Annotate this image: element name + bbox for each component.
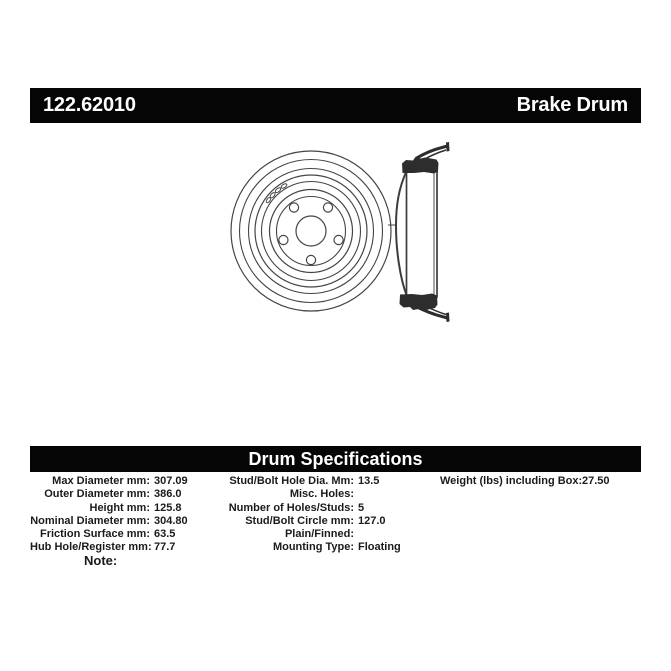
spec-value: 304.80	[154, 514, 188, 527]
spec-row	[30, 488, 188, 501]
spec-value: Floating	[358, 541, 401, 554]
spec-row	[228, 515, 401, 528]
spec-label: Plain/Finned:	[284, 528, 354, 541]
spec-label: Friction Surface mm:	[39, 528, 150, 541]
spec-value: 307.09	[154, 475, 188, 487]
spec-row	[228, 541, 401, 554]
spec-label: Hub Hole/Register mm:	[30, 541, 152, 554]
spec-row	[228, 488, 401, 501]
spec-row	[30, 502, 188, 515]
spec-title-bar	[30, 446, 641, 472]
spec-column-holes	[228, 475, 401, 555]
drum-back-curve	[396, 171, 407, 295]
spec-label: Mounting Type:	[272, 541, 354, 554]
spec-label: Stud/Bolt Hole Dia. Mm:	[229, 475, 354, 487]
part-number: 122.62010	[43, 94, 136, 116]
spec-value: 27.50	[582, 475, 610, 487]
spec-row	[30, 528, 188, 541]
header-bar	[30, 88, 641, 123]
spec-value	[354, 488, 358, 501]
bottom-flange	[400, 294, 450, 323]
spec-row	[30, 515, 188, 528]
spec-value: 386.0	[154, 488, 182, 501]
spec-value	[354, 528, 358, 541]
spec-label: Outer Diameter mm:	[44, 488, 150, 501]
spec-label: Nominal Diameter mm:	[30, 514, 150, 527]
center-hub-hole	[296, 216, 326, 246]
brake-drum-technical-drawing	[210, 138, 470, 328]
top-flange	[402, 142, 450, 174]
casting-marks	[265, 183, 287, 204]
spec-row	[440, 475, 610, 488]
spec-row	[228, 475, 401, 488]
spec-label: Max Diameter mm:	[52, 475, 150, 487]
drum-barrel-section	[407, 167, 438, 297]
spec-label: Misc. Holes:	[289, 488, 354, 501]
spec-label: Height mm:	[89, 501, 150, 514]
spec-column-dimensions	[30, 475, 188, 555]
note-label: Note:	[84, 553, 118, 568]
spec-value: 125.8	[154, 501, 182, 514]
spec-label: Number of Holes/Studs:	[228, 501, 354, 514]
spec-row	[30, 475, 188, 488]
spec-label: Stud/Bolt Circle mm:	[245, 514, 354, 527]
spec-column-weight	[440, 475, 610, 488]
spec-value: 63.5	[154, 528, 176, 541]
spec-value: 5	[358, 501, 365, 514]
drum-front-view	[231, 151, 391, 311]
drum-side-view	[388, 142, 450, 322]
product-name: Brake Drum	[516, 94, 628, 116]
spec-value: 127.0	[358, 514, 386, 527]
spec-row	[228, 528, 401, 541]
spec-value: 13.5	[358, 475, 380, 487]
spec-label: Weight (lbs) including Box:	[440, 475, 583, 487]
spec-title: Drum Specifications	[248, 448, 423, 469]
spec-row	[228, 502, 401, 515]
bolt-holes	[279, 203, 343, 265]
spec-value: 77.7	[154, 541, 176, 554]
